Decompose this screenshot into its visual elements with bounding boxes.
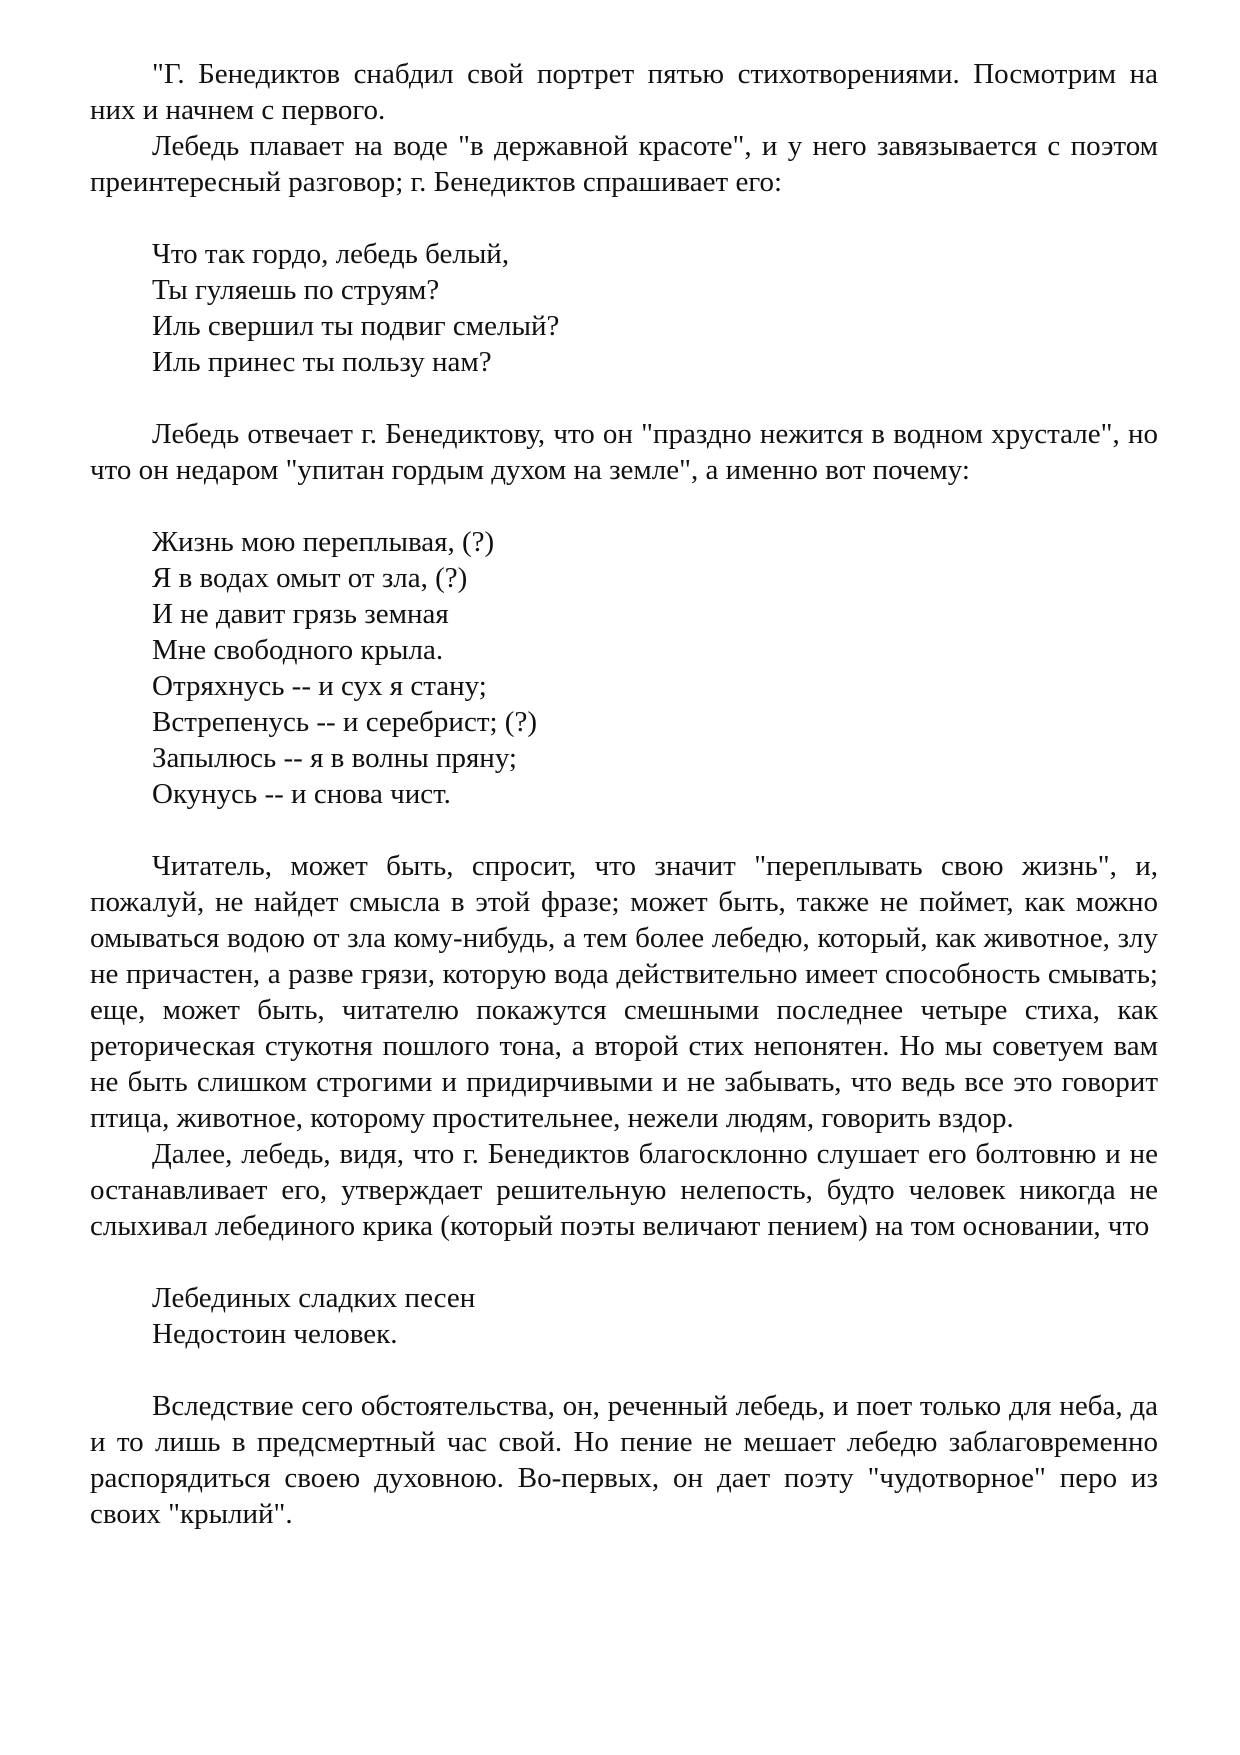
poem-line: Жизнь мою переплывая, (?) bbox=[152, 526, 495, 558]
paragraph-intro: "Г. Бенедиктов снабдил свой портрет пятью стихотворениями. Посмотрим на них и начнем с первого. bbox=[90, 58, 1158, 126]
poem-line: Я в водах омыт от зла, (?) bbox=[152, 562, 468, 594]
poem-line: И не давит грязь земная bbox=[152, 598, 449, 630]
poem-line: Запылюсь -- я в волны пряну; bbox=[152, 742, 517, 774]
poem-line: Окунусь -- и снова чист. bbox=[152, 778, 451, 810]
poem-line: Отряхнусь -- и сух я стану; bbox=[152, 670, 487, 702]
poem-line: Мне свободного крыла. bbox=[152, 634, 444, 666]
paragraph-swan-answers: Лебедь отвечает г. Бенедиктову, что он "праздно нежится в водном хрустале", но что он недаром "упитан гордым духом на земле", а именно вот почему: bbox=[90, 418, 1158, 486]
poem-line: Что так гордо, лебедь белый, bbox=[152, 238, 510, 270]
poem-line: Ты гуляешь по струям? bbox=[152, 274, 440, 306]
poem-line: Лебединых сладких песен bbox=[152, 1282, 476, 1314]
paragraph-swan-conversation: Лебедь плавает на воде "в державной красоте", и у него завязывается с поэтом преинтересный разговор; г. Бенедиктов спрашивает его: bbox=[90, 130, 1158, 198]
paragraph-swan-song: Вследствие сего обстоятельства, он, реченный лебедь, и поет только для неба, да и то лишь в предсмертный час свой. Но пение не мешает лебедю заблаговременно распорядиться своею духовною. Во-первых, он дает поэту "чудотворное" перо из своих "крылий". bbox=[90, 1390, 1158, 1530]
paragraph-reader-critique: Читатель, может быть, спросит, что значит "переплывать свою жизнь", и, пожалуй, не найдет смысла в этой фразе; может быть, также не поймет, как можно омываться водою от зла кому-нибудь, а тем более лебедю, который, как животное, злу не причастен, а разве грязи, которую вода действительно имеет способность смывать; еще, может быть, читателю покажутся смешными последнее четыре стиха, как реторическая стукотня пошлого тона, а второй стих непонятен. Но мы советуем вам не быть слишком строгими и придирчивыми и не забывать, что ведь все это говорит птица, животное, которому простительнее, нежели людям, говорить вздор. bbox=[90, 850, 1158, 1134]
poem-stanza-1 bbox=[152, 236, 1158, 380]
poem-stanza-3 bbox=[152, 1280, 1158, 1352]
poem-line: Встрепенусь -- и серебрист; (?) bbox=[152, 706, 537, 738]
poem-stanza-2 bbox=[152, 524, 1158, 812]
paragraph-swan-nonsense: Далее, лебедь, видя, что г. Бенедиктов благосклонно слушает его болтовню и не останавливает его, утверждает решительную нелепость, будто человек никогда не слыхивал лебединого крика (который поэты величают пением) на том основании, что bbox=[90, 1138, 1158, 1242]
poem-line: Иль принес ты пользу нам? bbox=[152, 346, 492, 378]
poem-line: Иль свершил ты подвиг смелый? bbox=[152, 310, 560, 342]
document-page bbox=[90, 56, 1158, 1532]
poem-line: Недостоин человек. bbox=[152, 1318, 398, 1350]
